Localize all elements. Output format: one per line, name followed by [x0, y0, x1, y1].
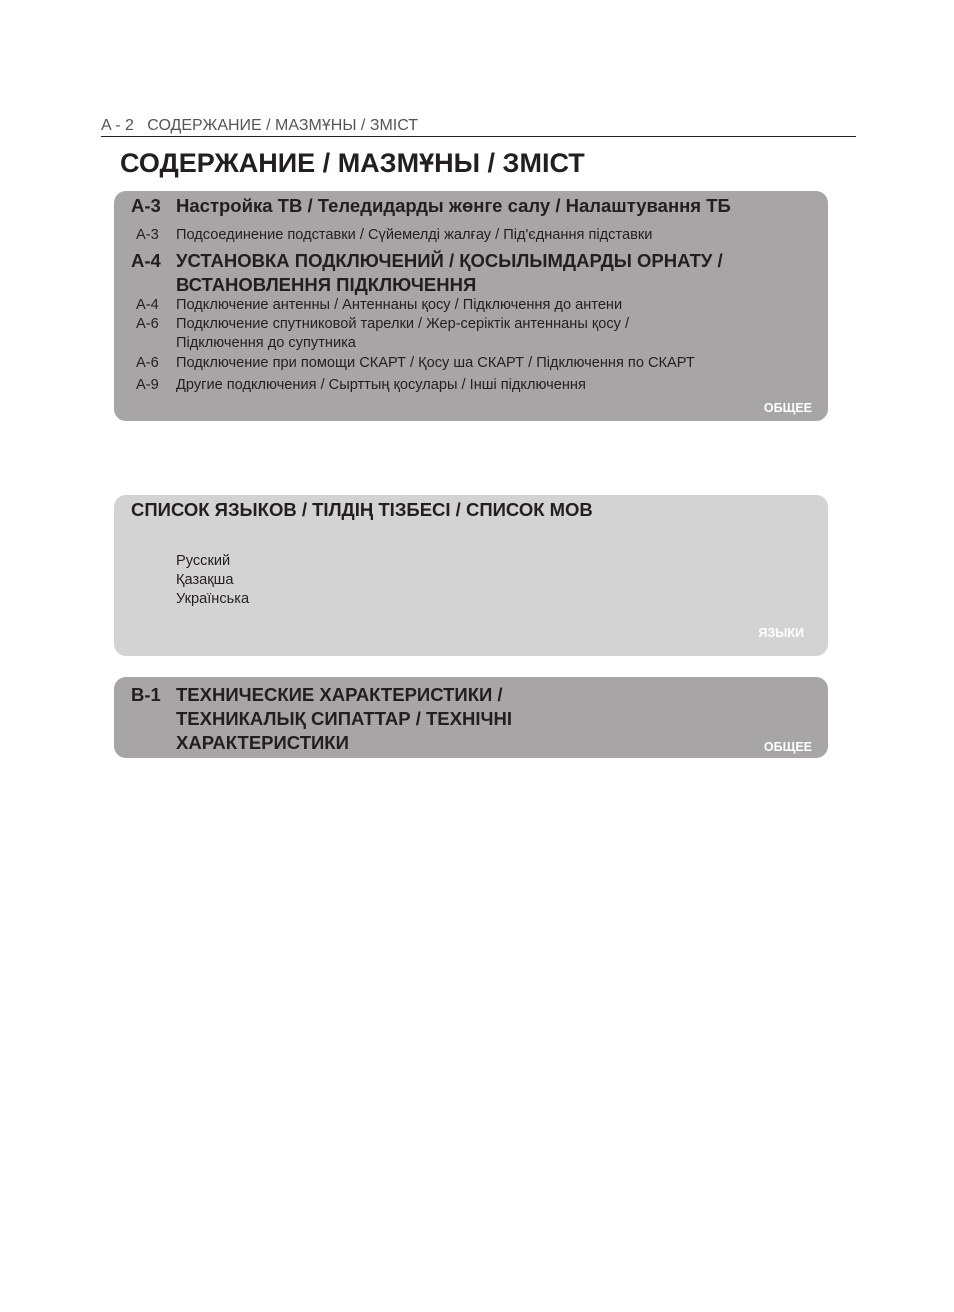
languages-list — [176, 552, 249, 609]
running-header: A - 2 СОДЕРЖАНИЕ / МАЗМҰНЫ / ЗМІСТ — [101, 116, 856, 137]
toc-entry-title: Настройка ТВ / Теледидарды жөнге салу / Налаштування ТБ — [176, 195, 731, 216]
toc-page-code: B-1 — [131, 684, 161, 705]
toc-entry-minor[interactable] — [114, 376, 828, 395]
toc-entry-minor[interactable] — [114, 226, 828, 245]
languages-heading: СПИСОК ЯЗЫКОВ / ТІЛДІҢ ТІЗБЕСІ / СПИСОК МОВ — [131, 499, 593, 520]
toc-entry-minor[interactable] — [114, 296, 828, 315]
toc-page-code: A-4 — [131, 250, 161, 271]
toc-page-code: A-3 — [131, 195, 161, 216]
toc-entry-minor[interactable] — [114, 315, 828, 353]
toc-entry-title: Подключение спутниковой тарелки / Жер-серіктік антеннаны қосу / Підключення до супутника — [176, 316, 630, 351]
languages-panel — [114, 495, 828, 656]
toc-entry-title: Другие подключения / Сырттың қосулары / Інші підключення — [176, 377, 586, 393]
specs-panel — [114, 677, 828, 758]
section-tag: ЯЗЫКИ — [758, 626, 804, 640]
toc-entry-title: УСТАНОВКА ПОДКЛЮЧЕНИЙ / ҚОСЫЛЫМДАРДЫ ОРНАТУ / ВСТАНОВЛЕННЯ ПІДКЛЮЧЕННЯ — [176, 250, 723, 295]
section-tag: ОБЩЕЕ — [763, 740, 812, 754]
toc-entry-title: Подсоединение подставки / Сүйемелді жалғау / Під'єднання підставки — [176, 227, 653, 243]
toc-entry-major[interactable] — [114, 194, 828, 218]
section-tag: ОБЩЕЕ — [763, 401, 812, 415]
toc-page-code: A-6 — [136, 316, 159, 332]
page-title: СОДЕРЖАНИЕ / МАЗМҰНЫ / ЗМІСТ — [120, 148, 585, 178]
toc-page-code: A-3 — [136, 227, 159, 243]
toc-page-code: A-9 — [136, 377, 159, 393]
toc-entry-title: ТЕХНИЧЕСКИЕ ХАРАКТЕРИСТИКИ / ТЕХНИКАЛЫҚ СИПАТТАР / ТЕХНІЧНІ ХАРАКТЕРИСТИКИ — [176, 684, 512, 753]
toc-entry-major[interactable] — [114, 683, 828, 755]
toc-entry-minor[interactable] — [114, 354, 828, 373]
toc-entry-title: Подключение при помощи СКАРТ / Қосу ша СКАРТ / Підключення по СКАРТ — [176, 355, 695, 371]
language-item[interactable]: Русский — [176, 553, 231, 569]
language-item[interactable]: Қазақша — [176, 572, 234, 588]
language-item[interactable]: Українська — [176, 591, 250, 607]
toc-page-code: A-4 — [136, 297, 159, 313]
toc-page-code: A-6 — [136, 355, 159, 371]
toc-entry-major[interactable] — [114, 249, 828, 297]
general-contents-panel — [114, 191, 828, 421]
toc-entry-title: Подключение антенны / Антеннаны қосу / Підключення до антени — [176, 297, 623, 313]
